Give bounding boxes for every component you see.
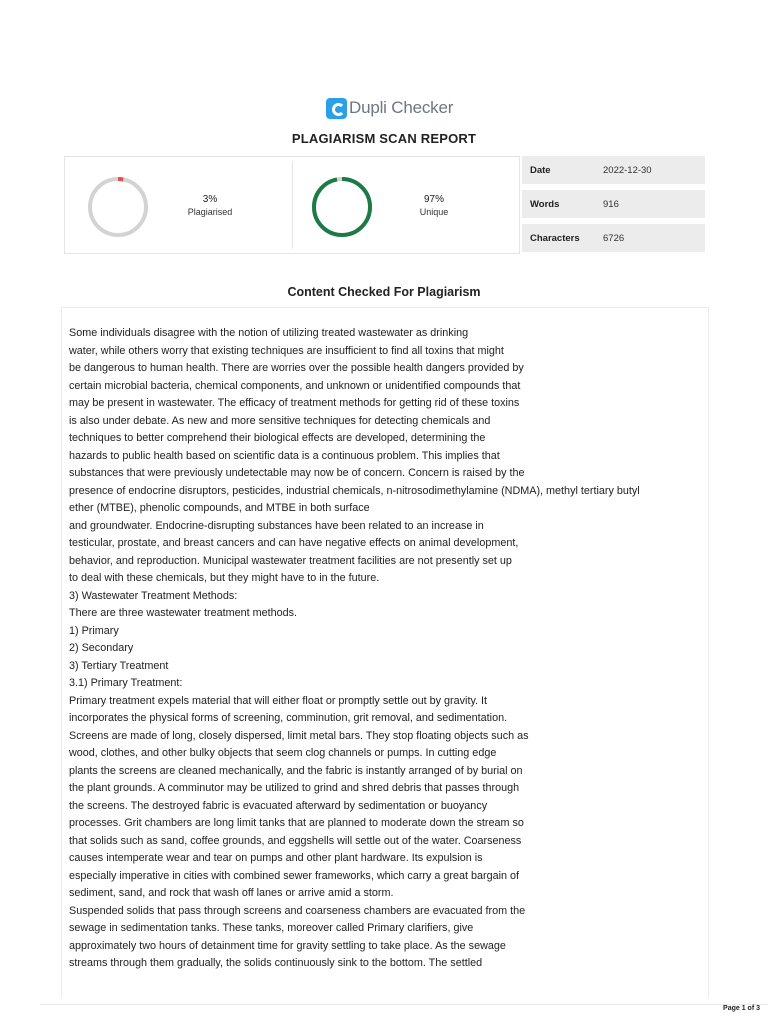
content-line: testicular, prostate, and breast cancers and can have negative effects on animal development, [69,537,519,549]
content-line: is also under debate. As new and more sensitive techniques for detecting chemicals and [69,414,491,427]
checked-content-panel [61,307,709,998]
unique-percent: 97% [423,194,444,205]
content-line: processes. Grit chambers are long limit tanks that are planned to moderate down the stream so [69,817,524,829]
plagiarised-label: Plagiarised [187,207,233,217]
content-line: sediment, sand, and rock that wash off lanes or arrive amid a storm. [69,887,394,899]
meta-characters-row [522,224,705,252]
content-line: causes intemperate wear and tear on pumps and other plant hardware. Its expulsion is [69,852,483,864]
meta-characters-value: 6726 [603,232,625,244]
meta-date-row [522,156,705,184]
checked-content-text [69,325,705,973]
content-line: Screens are made of long, closely dispersed, limit metal bars. They stop floating objects such as [69,729,529,742]
brand-name: Dupli Checker [349,98,454,117]
dupli-checker-logo-icon [326,98,347,119]
content-line: substances that were previously undetectable may now be of concern. Concern is raised by the [69,467,525,479]
content-line: presence of endocrine disruptors, pesticides, industrial chemicals, n-nitrosodimethylamine (NDMA), methyl tertiary butyl [69,484,640,497]
content-line: that solids such as sand, coffee grounds, and eggshells will settle out of the water. Coarseness [69,834,522,847]
content-line: ether (MTBE), phenolic compounds, and MTBE in both surface [69,502,370,514]
content-line: water, while others worry that existing techniques are insufficient to find all toxins that might [69,344,504,357]
content-line: Some individuals disagree with the notion of utilizing treated wastewater as drinking [69,327,469,339]
plagiarised-ring-track [90,179,146,235]
content-line: Suspended solids that pass through screens and coarseness chambers are evacuated from the [69,904,526,917]
content-line: plants the screens are cleaned mechanically, and the fabric is instantly arranged of by burial on [69,764,523,777]
content-line: especially imperative in cities with combined sewer frameworks, which carry a great bargain of [69,869,520,882]
page-number: Page 1 of 3 [723,1005,760,1012]
content-line: 1) Primary [69,624,119,637]
content-line: certain microbial bacteria, chemical components, and unknown or unidentified compounds that [69,379,521,392]
meta-words-row [522,190,705,218]
meta-date-label: Date [530,164,551,176]
content-line: Primary treatment expels material that will either float or promptly settle out by gravity. It [69,694,488,707]
unique-ring-arc [314,179,370,235]
content-line: 3) Wastewater Treatment Methods: [69,589,238,602]
plagiarised-percent: 3% [202,194,218,205]
unique-score [384,193,484,219]
content-line: may be present in wastewater. The efficacy of treatment methods for getting rid of these toxins [69,397,520,409]
content-line: 3) Tertiary Treatment [69,659,169,672]
content-line: incorporates the physical forms of screening, comminution, grit removal, and sedimentation. [69,712,508,724]
score-summary [64,156,520,254]
meta-words-value: 916 [603,198,619,210]
content-line: streams through them gradually, the solids continuously sink to the bottom. The settled [69,957,483,969]
content-title: Content Checked For Plagiarism [287,285,481,299]
unique-label: Unique [419,207,449,217]
dupli-checker-logo [326,96,453,120]
content-line: be dangerous to human health. There are worries over the possible health dangers provided by [69,362,524,374]
content-line: to deal with these chemicals, but they might have to in the future. [69,572,380,584]
content-line: wood, clothes, and other bulky objects that seem clog channels or pumps. In cutting edge [69,747,497,759]
score-divider [292,161,293,249]
meta-date-value: 2022-12-30 [603,164,652,176]
content-line: 3.1) Primary Treatment: [69,677,183,689]
content-line: the screens. The destroyed fabric is evacuated afterward by sedimentation or buoyancy [69,799,488,812]
content-line: behavior, and reproduction. Municipal wastewater treatment facilities are not presently set up [69,554,512,567]
content-line: and groundwater. Endocrine-disrupting substances have been related to an increase in [69,519,484,532]
content-line: sewage in sedimentation tanks. These tanks, moreover called Primary clarifiers, give [69,922,474,934]
meta-characters-label: Characters [530,232,580,244]
content-line: 2) Secondary [69,642,134,654]
footer-divider [40,1004,768,1005]
unique-ring [311,176,373,238]
content-line: approximately two hours of detainment time for gravity settling to take place. As the sewage [69,939,506,952]
plagiarised-score [160,193,260,219]
content-line: the plant grounds. A comminutor may be utilized to grind and shred debris that passes through [69,782,520,794]
meta-words-label: Words [530,198,560,210]
report-title: PLAGIARISM SCAN REPORT [291,131,477,146]
content-line: techniques to better comprehend their biological effects are developed, determining the [69,432,486,444]
content-line: hazards to public health based on scientific data is a continuous problem. This implies that [69,449,500,462]
content-line: There are three wastewater treatment methods. [69,607,298,619]
plagiarised-ring [87,176,149,238]
